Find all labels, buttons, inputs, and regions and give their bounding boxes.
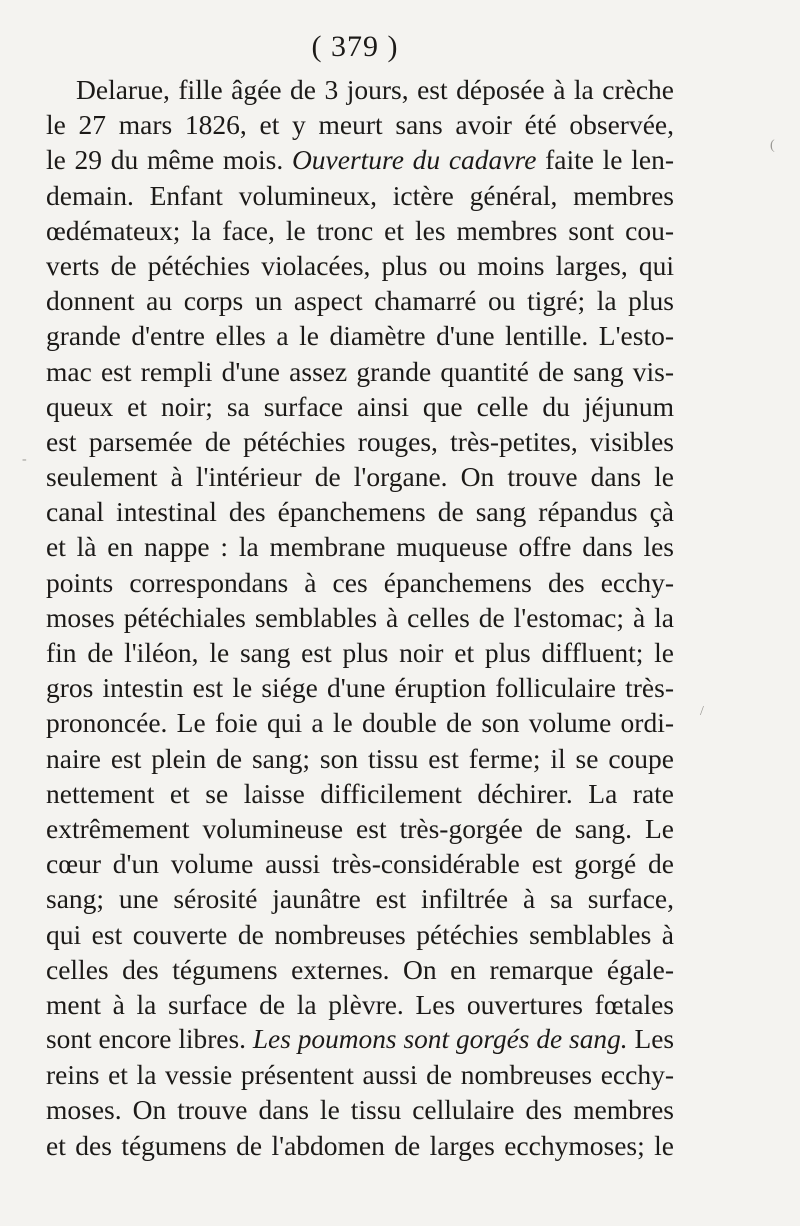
text-run: queux et noir; sa surface ainsi que celle du jéjunum	[46, 390, 674, 422]
text-run: naire est plein de sang; son tissu est ferme; il se coupe	[46, 742, 674, 774]
text-run: demain. Enfant volumineux, ictère général, membres	[46, 179, 674, 211]
text-run: le 27 mars 1826, et y meurt sans avoir été observée,	[46, 109, 674, 141]
text-line	[46, 846, 674, 881]
text-line	[46, 142, 674, 177]
text-run: est parsemée de pétéchies rouges, très-petites, visibles	[46, 425, 674, 457]
margin-mark: -	[22, 452, 27, 467]
text-run: ment à la surface de la plèvre. Les ouvertures fœtales	[46, 988, 674, 1020]
text-run: mac est rempli d'une assez grande quantité de sang vis-	[46, 355, 674, 387]
margin-mark: (	[770, 138, 775, 153]
text-run: canal intestinal des épanchemens de sang répandus çà	[46, 496, 674, 528]
text-run: qui est couverte de nombreuses pétéchies semblables à	[46, 918, 674, 950]
text-line	[46, 1128, 674, 1163]
text-run: sont encore libres.	[46, 1024, 253, 1055]
text-line	[46, 1092, 674, 1127]
text-line	[46, 635, 674, 670]
text-run: extrêmement volumineuse est très-gorgée de sang. Le	[46, 812, 674, 844]
body-text	[46, 72, 674, 1163]
text-line	[46, 248, 674, 283]
text-line	[46, 881, 674, 916]
text-line	[46, 1022, 674, 1057]
text-run: fin de l'iléon, le sang est plus noir et plus diffluent; le	[46, 637, 674, 668]
text-line	[46, 952, 674, 987]
text-line	[46, 389, 674, 424]
text-run: et là en nappe : la membrane muqueuse offre dans les	[46, 531, 674, 563]
text-line	[46, 1057, 674, 1092]
text-run: donnent au corps un aspect chamarré ou tigré; la plus	[46, 285, 674, 317]
text-line	[46, 811, 674, 846]
text-run: sang; une sérosité jaunâtre est infiltrée à sa surface,	[46, 883, 674, 915]
text-line	[46, 354, 674, 389]
text-run: grande d'entre elles a le diamètre d'une lentille. L'esto-	[46, 320, 674, 352]
text-run: verts de pétéchies violacées, plus ou moins larges, qui	[46, 249, 674, 281]
text-line	[46, 705, 674, 740]
text-run: Delarue, fille âgée de 3 jours, est déposée à la crèche	[76, 74, 674, 105]
text-run: cœur d'un volume aussi très-considérable est gorgé de	[46, 848, 674, 880]
page-number: ( 379 )	[311, 30, 399, 63]
text-line	[46, 565, 674, 600]
text-line	[46, 917, 674, 952]
text-run: moses. On trouve dans le tissu cellulaire des membres	[46, 1094, 674, 1126]
text-line	[46, 213, 674, 248]
text-run: points correspondans à ces épanchemens des ecchy-	[46, 566, 674, 598]
text-run: seulement à l'intérieur de l'organe. On trouve dans le	[46, 461, 674, 493]
text-line	[46, 529, 674, 564]
text-line	[46, 670, 674, 705]
text-line	[46, 318, 674, 353]
text-run: œdémateux; la face, le tronc et les membres sont cou-	[46, 214, 674, 246]
text-run: celles des tégumens externes. On en remarque égale-	[46, 953, 674, 985]
text-run: Les	[627, 1024, 674, 1055]
text-run: gros intestin est le siége d'une éruption folliculaire très-	[46, 672, 674, 704]
italic-phrase: Ouverture du cadavre	[291, 144, 537, 176]
text-run: le 29 du même mois.	[46, 144, 292, 176]
text-line	[46, 494, 674, 529]
text-run: prononcée. Le foie qui a le double de son volume ordi-	[46, 707, 674, 739]
text-line	[46, 776, 674, 811]
text-run: nettement et se laisse difficilement déchirer. La rate	[46, 777, 674, 809]
text-run: moses pétéchiales semblables à celles de l'estomac; à la	[46, 601, 674, 633]
italic-phrase: Les poumons sont gorgés de sang.	[252, 1024, 628, 1055]
text-run: faite le len-	[536, 144, 674, 176]
text-line	[46, 600, 674, 635]
margin-mark: /	[700, 704, 704, 719]
text-line	[46, 741, 674, 776]
text-line	[46, 459, 674, 494]
text-line	[46, 424, 674, 459]
text-line	[46, 107, 674, 142]
text-line	[46, 178, 674, 213]
text-run: et des tégumens de l'abdomen de larges ecchymoses; le	[46, 1129, 674, 1161]
text-run: reins et la vessie présentent aussi de nombreuses ecchy-	[46, 1059, 674, 1091]
text-line	[46, 283, 674, 318]
text-line	[46, 72, 674, 107]
text-line	[46, 987, 674, 1022]
